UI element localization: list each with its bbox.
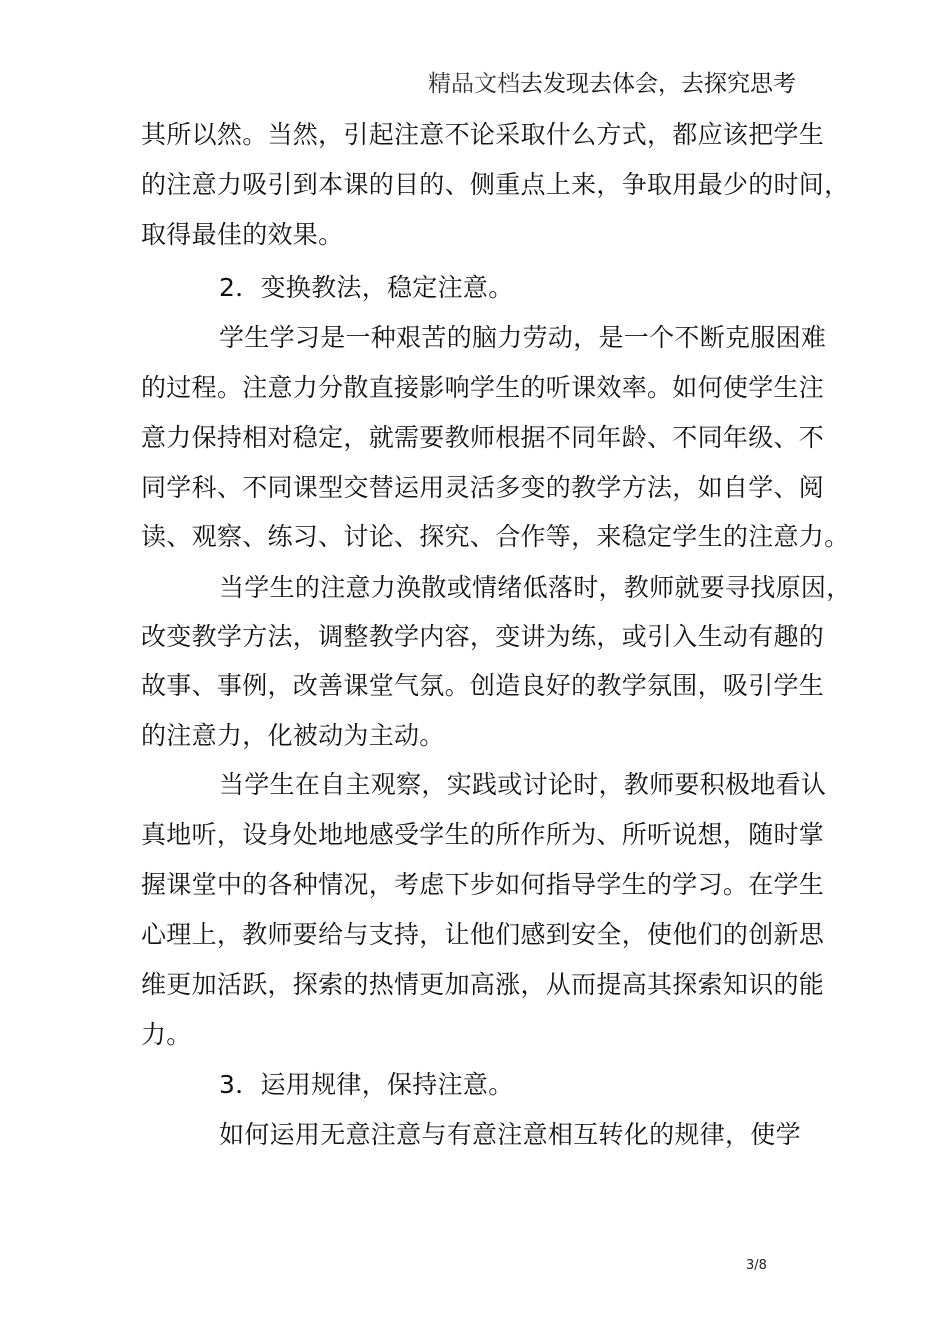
body-line: 改变教学方法，调整教学内容，变讲为练，或引入生动有趣的 [141,622,825,651]
section-heading: 3．运用规律，保持注意。 [219,1070,514,1099]
body-line: 当学生在自主观察，实践或讨论时，教师要积极地看认 [219,770,827,799]
body-line: 学生学习是一种艰苦的脑力劳动，是一个不断克服困难 [219,323,827,352]
body-line: 的过程。注意力分散直接影响学生的听课效率。如何使学生注 [141,373,825,402]
header-slogan: 去发现去体会，去探究思考 [520,71,796,97]
body-line: 的注意力吸引到本课的目的、侧重点上来，争取用最少的时间， [141,170,850,199]
body-line: 心理上，教师要给与支持，让他们感到安全，使他们的创新思 [141,920,825,949]
body-line: 意力保持相对稳定，就需要教师根据不同年龄、不同年级、不 [141,423,825,452]
body-line: 力。 [141,1020,192,1049]
body-line: 如何运用无意注意与有意注意相互转化的规律，使学 [219,1120,801,1149]
body-line: 其所以然。当然，引起注意不论采取什么方式，都应该把学生 [141,120,825,149]
body-line: 握课堂中的各种情况，考虑下步如何指导学生的学习。在学生 [141,870,825,899]
body-line: 维更加活跃，探索的热情更加高涨，从而提高其探索知识的能 [141,970,825,999]
body-line: 故事、事例，改善课堂气氛。创造良好的教学氛围，吸引学生 [141,671,825,700]
body-line: 取得最佳的效果。 [141,220,344,249]
body-line: 同学科、不同课型交替运用灵活多变的教学方法，如自学、阅 [141,473,825,502]
page-header [428,64,796,104]
section-heading: 2．变换教法，稳定注意。 [219,273,514,302]
page-number: 3/8 [746,1258,767,1273]
body-line: 当学生的注意力涣散或情绪低落时，教师就要寻找原因， [219,573,852,602]
header-brand: 精品文档 [428,71,520,97]
body-line: 真地听，设身处地地感受学生的所作所为、所听说想，随时掌 [141,820,825,849]
body-line: 读、观察、练习、讨论、探究、合作等，来稳定学生的注意力。 [141,522,850,551]
body-line: 的注意力，化被动为主动。 [141,721,445,750]
